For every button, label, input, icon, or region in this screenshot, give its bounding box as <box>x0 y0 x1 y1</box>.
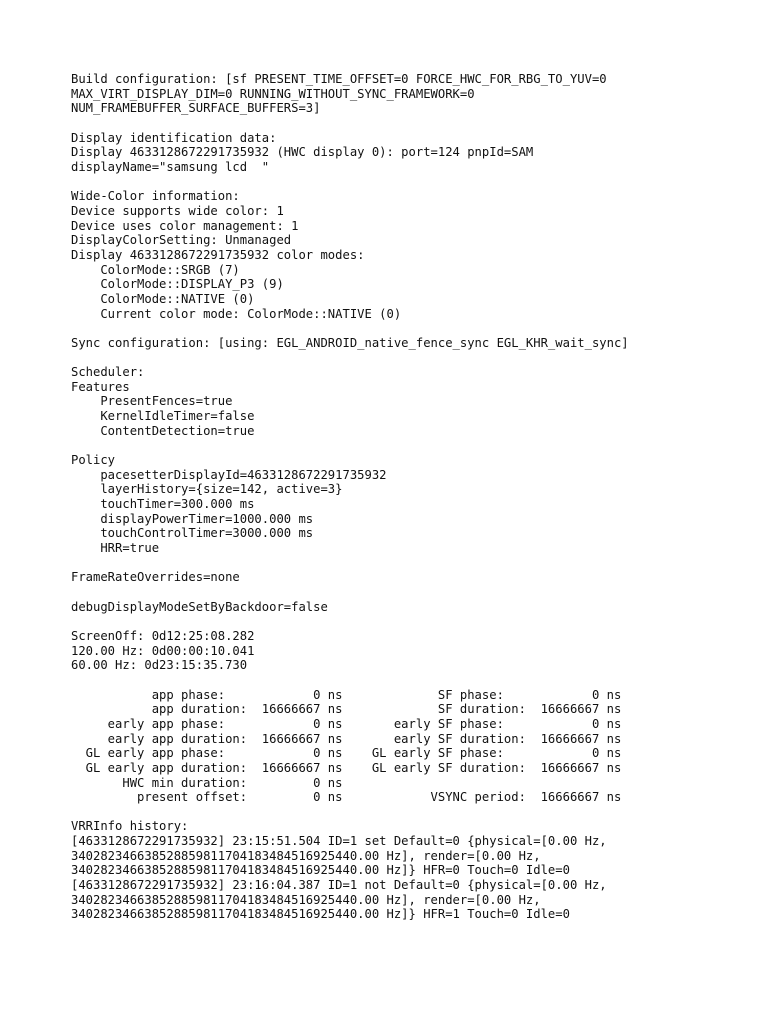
dump-line: DisplayColorSetting: Unmanaged <box>71 233 292 248</box>
dump-line: debugDisplayModeSetByBackdoor=false <box>71 599 328 614</box>
dump-line: Device uses color management: 1 <box>71 218 299 233</box>
dump-line: 340282346638528859811704183484516925440.00 Hz], render=[0.00 Hz, <box>71 848 541 863</box>
dump-line <box>71 585 629 600</box>
dump-line: Wide-Color information: <box>71 189 240 204</box>
dump-line: GL early app duration: 16666667 ns GL early SF duration: 16666667 ns <box>71 760 622 775</box>
dump-line <box>71 175 629 190</box>
dump-line: early app phase: 0 ns early SF phase: 0 ns <box>71 716 622 731</box>
dump-line <box>71 116 629 131</box>
dump-line: Current color mode: ColorMode::NATIVE (0) <box>71 306 402 321</box>
dump-line: Scheduler: <box>71 365 145 380</box>
dump-line: VRRInfo history: <box>71 819 189 834</box>
dump-line: Device supports wide color: 1 <box>71 203 284 218</box>
dump-line: ColorMode::NATIVE (0) <box>71 291 255 306</box>
dump-line: app duration: 16666667 ns SF duration: 16666667 ns <box>71 702 622 717</box>
dump-line <box>71 350 629 365</box>
dump-line <box>71 614 629 629</box>
dump-line: early app duration: 16666667 ns early SF duration: 16666667 ns <box>71 731 622 746</box>
dump-line: Display 4633128672291735932 (HWC display 0): port=124 pnpId=SAM <box>71 145 534 160</box>
dump-line: [4633128672291735932] 23:16:04.387 ID=1 not Default=0 {physical=[0.00 Hz, <box>71 878 607 893</box>
dump-line: Display 4633128672291735932 color modes: <box>71 247 365 262</box>
dump-line: present offset: 0 ns VSYNC period: 16666667 ns <box>71 790 622 805</box>
dump-line: Policy <box>71 453 116 468</box>
dump-line: 60.00 Hz: 0d23:15:35.730 <box>71 658 248 673</box>
dump-line: 340282346638528859811704183484516925440.00 Hz]} HFR=1 Touch=0 Idle=0 <box>71 907 570 922</box>
dump-line: KernelIdleTimer=false <box>71 409 255 424</box>
dump-line <box>71 673 629 688</box>
dump-line: PresentFences=true <box>71 394 233 409</box>
dump-line: Build configuration: [sf PRESENT_TIME_OFFSET=0 FORCE_HWC_FOR_RBG_TO_YUV=0 <box>71 72 607 86</box>
dump-line: Features <box>71 379 130 394</box>
dump-line: 120.00 Hz: 0d00:00:10.041 <box>71 643 255 658</box>
dump-line: 340282346638528859811704183484516925440.00 Hz]} HFR=0 Touch=0 Idle=0 <box>71 863 570 878</box>
dump-line: app phase: 0 ns SF phase: 0 ns <box>71 687 622 702</box>
dump-line: FrameRateOverrides=none <box>71 570 240 585</box>
dump-line: touchControlTimer=3000.000 ms <box>71 526 314 541</box>
dump-line <box>71 438 629 453</box>
dump-line <box>71 556 629 571</box>
dump-line <box>71 321 629 336</box>
dump-line: touchTimer=300.000 ms <box>71 497 255 512</box>
dump-line: ColorMode::DISPLAY_P3 (9) <box>71 277 284 292</box>
dump-line: [4633128672291735932] 23:15:51.504 ID=1 set Default=0 {physical=[0.00 Hz, <box>71 834 607 849</box>
dump-line: GL early app phase: 0 ns GL early SF phase: 0 ns <box>71 746 622 761</box>
dump-line: HWC min duration: 0 ns <box>71 775 343 790</box>
dump-line: NUM_FRAMEBUFFER_SURFACE_BUFFERS=3] <box>71 101 321 116</box>
dump-line: ContentDetection=true <box>71 423 255 438</box>
dump-line: Sync configuration: [using: EGL_ANDROID_native_fence_sync EGL_KHR_wait_sync] <box>71 335 629 350</box>
dump-text-block <box>71 72 629 922</box>
dump-line <box>71 805 629 820</box>
dump-line: ColorMode::SRGB (7) <box>71 262 240 277</box>
dump-line: layerHistory={size=142, active=3} <box>71 482 343 497</box>
dump-line: displayName="samsung lcd " <box>71 159 270 174</box>
dump-line: ScreenOff: 0d12:25:08.282 <box>71 628 255 643</box>
dump-line: 340282346638528859811704183484516925440.00 Hz], render=[0.00 Hz, <box>71 892 541 907</box>
dump-line: MAX_VIRT_DISPLAY_DIM=0 RUNNING_WITHOUT_SYNC_FRAMEWORK=0 <box>71 86 475 101</box>
dump-line: Display identification data: <box>71 130 277 145</box>
dump-line: pacesetterDisplayId=4633128672291735932 <box>71 467 387 482</box>
dump-line: displayPowerTimer=1000.000 ms <box>71 511 314 526</box>
dump-line: HRR=true <box>71 541 160 555</box>
